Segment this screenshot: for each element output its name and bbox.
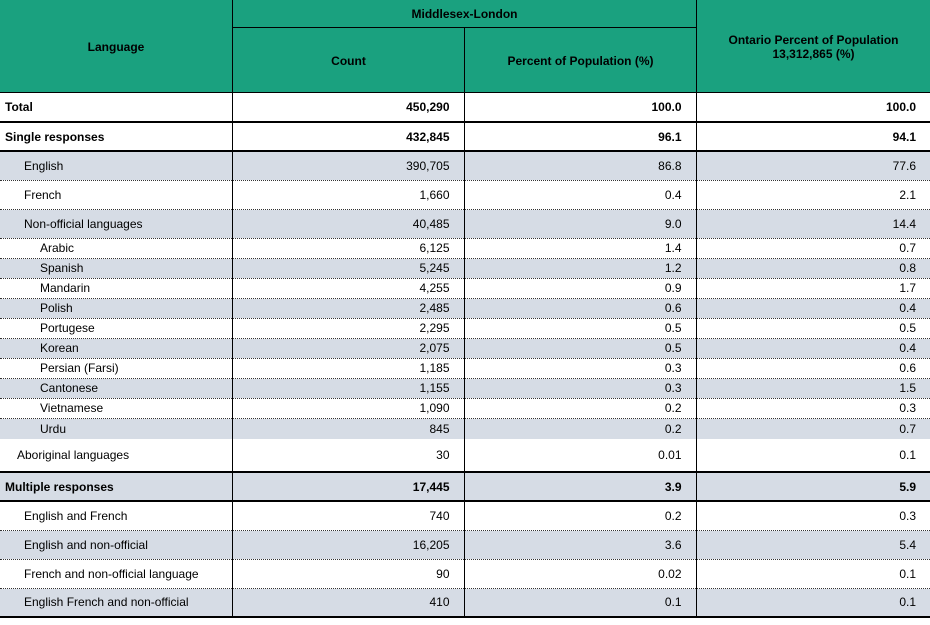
row-label: Mandarin bbox=[0, 278, 232, 298]
table-row bbox=[0, 559, 930, 588]
table-row bbox=[0, 530, 930, 559]
row-label: Single responses bbox=[0, 122, 232, 151]
ontario-header-line2: 13,312,865 (%) bbox=[772, 46, 855, 61]
row-ontario: 0.4 bbox=[696, 298, 930, 318]
row-percent: 0.3 bbox=[464, 378, 696, 398]
row-label: Multiple responses bbox=[0, 472, 232, 501]
row-count: 432,845 bbox=[232, 122, 464, 151]
table-row bbox=[0, 472, 930, 501]
row-label: Spanish bbox=[0, 258, 232, 278]
count-column-header: Count bbox=[331, 53, 366, 68]
row-count: 4,255 bbox=[232, 278, 464, 298]
row-count: 1,155 bbox=[232, 378, 464, 398]
row-count: 1,090 bbox=[232, 398, 464, 418]
language-column-header: Language bbox=[87, 39, 145, 54]
row-percent: 0.9 bbox=[464, 278, 696, 298]
row-label: Non-official languages bbox=[0, 209, 232, 238]
row-label: Korean bbox=[0, 338, 232, 358]
table-row bbox=[0, 258, 930, 278]
ontario-header-line1: Ontario Percent of Population bbox=[728, 32, 899, 47]
table-row bbox=[0, 209, 930, 238]
row-percent: 96.1 bbox=[464, 122, 696, 151]
header-divider bbox=[232, 27, 697, 28]
row-count: 410 bbox=[232, 588, 464, 617]
row-percent: 1.4 bbox=[464, 238, 696, 258]
row-count: 740 bbox=[232, 501, 464, 530]
row-ontario: 5.4 bbox=[696, 530, 930, 559]
table-row bbox=[0, 439, 930, 472]
row-label: English and French bbox=[0, 501, 232, 530]
row-ontario: 2.1 bbox=[696, 180, 930, 209]
row-count: 2,075 bbox=[232, 338, 464, 358]
row-percent: 86.8 bbox=[464, 151, 696, 180]
row-ontario: 77.6 bbox=[696, 151, 930, 180]
row-percent: 0.5 bbox=[464, 318, 696, 338]
header-divider bbox=[696, 0, 697, 93]
row-label: Aboriginal languages bbox=[0, 439, 232, 472]
row-count: 1,660 bbox=[232, 180, 464, 209]
row-ontario: 0.1 bbox=[696, 588, 930, 617]
row-label: French bbox=[0, 180, 232, 209]
header-divider bbox=[232, 0, 233, 93]
row-label: Portugese bbox=[0, 318, 232, 338]
row-count: 1,185 bbox=[232, 358, 464, 378]
row-ontario: 0.8 bbox=[696, 258, 930, 278]
table-row bbox=[0, 122, 930, 151]
row-ontario: 0.1 bbox=[696, 439, 930, 472]
row-ontario: 14.4 bbox=[696, 209, 930, 238]
row-label: French and non-official language bbox=[0, 559, 232, 588]
row-label: Vietnamese bbox=[0, 398, 232, 418]
row-ontario: 0.5 bbox=[696, 318, 930, 338]
row-count: 2,295 bbox=[232, 318, 464, 338]
row-count: 2,485 bbox=[232, 298, 464, 318]
row-ontario: 0.3 bbox=[696, 398, 930, 418]
table-row bbox=[0, 238, 930, 258]
row-percent: 9.0 bbox=[464, 209, 696, 238]
row-count: 17,445 bbox=[232, 472, 464, 501]
row-label: English bbox=[0, 151, 232, 180]
table-row bbox=[0, 318, 930, 338]
row-label: Arabic bbox=[0, 238, 232, 258]
table-row bbox=[0, 93, 930, 122]
row-ontario: 0.4 bbox=[696, 338, 930, 358]
row-percent: 0.2 bbox=[464, 398, 696, 418]
row-count: 40,485 bbox=[232, 209, 464, 238]
row-count: 6,125 bbox=[232, 238, 464, 258]
row-label: Polish bbox=[0, 298, 232, 318]
row-ontario: 0.1 bbox=[696, 559, 930, 588]
row-label: Total bbox=[0, 93, 232, 122]
row-ontario: 100.0 bbox=[696, 93, 930, 122]
row-ontario: 5.9 bbox=[696, 472, 930, 501]
table-row bbox=[0, 151, 930, 180]
row-percent: 100.0 bbox=[464, 93, 696, 122]
row-ontario: 1.5 bbox=[696, 378, 930, 398]
row-percent: 0.5 bbox=[464, 338, 696, 358]
row-ontario: 0.7 bbox=[696, 238, 930, 258]
row-percent: 0.6 bbox=[464, 298, 696, 318]
header-divider bbox=[464, 27, 465, 93]
row-ontario: 94.1 bbox=[696, 122, 930, 151]
row-count: 450,290 bbox=[232, 93, 464, 122]
row-percent: 0.2 bbox=[464, 501, 696, 530]
row-count: 5,245 bbox=[232, 258, 464, 278]
percent-column-header: Percent of Population (%) bbox=[507, 53, 654, 68]
row-ontario: 1.7 bbox=[696, 278, 930, 298]
table-row bbox=[0, 180, 930, 209]
table-row bbox=[0, 588, 930, 617]
row-label: English French and non-official bbox=[0, 588, 232, 617]
row-percent: 0.4 bbox=[464, 180, 696, 209]
row-percent: 0.01 bbox=[464, 439, 696, 472]
region-group-header: Middlesex-London bbox=[411, 6, 518, 21]
row-percent: 3.9 bbox=[464, 472, 696, 501]
table-row bbox=[0, 501, 930, 530]
table-row bbox=[0, 398, 930, 418]
row-count: 16,205 bbox=[232, 530, 464, 559]
row-label: English and non-official bbox=[0, 530, 232, 559]
table-row bbox=[0, 278, 930, 298]
table-row bbox=[0, 338, 930, 358]
row-percent: 0.02 bbox=[464, 559, 696, 588]
row-label: Urdu bbox=[0, 418, 232, 439]
row-percent: 0.1 bbox=[464, 588, 696, 617]
row-ontario: 0.6 bbox=[696, 358, 930, 378]
row-count: 845 bbox=[232, 418, 464, 439]
table-row bbox=[0, 418, 930, 439]
table-row bbox=[0, 378, 930, 398]
row-count: 30 bbox=[232, 439, 464, 472]
row-ontario: 0.3 bbox=[696, 501, 930, 530]
language-table bbox=[0, 93, 930, 618]
row-percent: 0.2 bbox=[464, 418, 696, 439]
row-percent: 1.2 bbox=[464, 258, 696, 278]
row-count: 390,705 bbox=[232, 151, 464, 180]
row-percent: 0.3 bbox=[464, 358, 696, 378]
ontario-column-header bbox=[697, 0, 930, 93]
row-label: Persian (Farsi) bbox=[0, 358, 232, 378]
table-row bbox=[0, 358, 930, 378]
row-ontario: 0.7 bbox=[696, 418, 930, 439]
row-percent: 3.6 bbox=[464, 530, 696, 559]
table-row bbox=[0, 298, 930, 318]
row-label: Cantonese bbox=[0, 378, 232, 398]
row-count: 90 bbox=[232, 559, 464, 588]
